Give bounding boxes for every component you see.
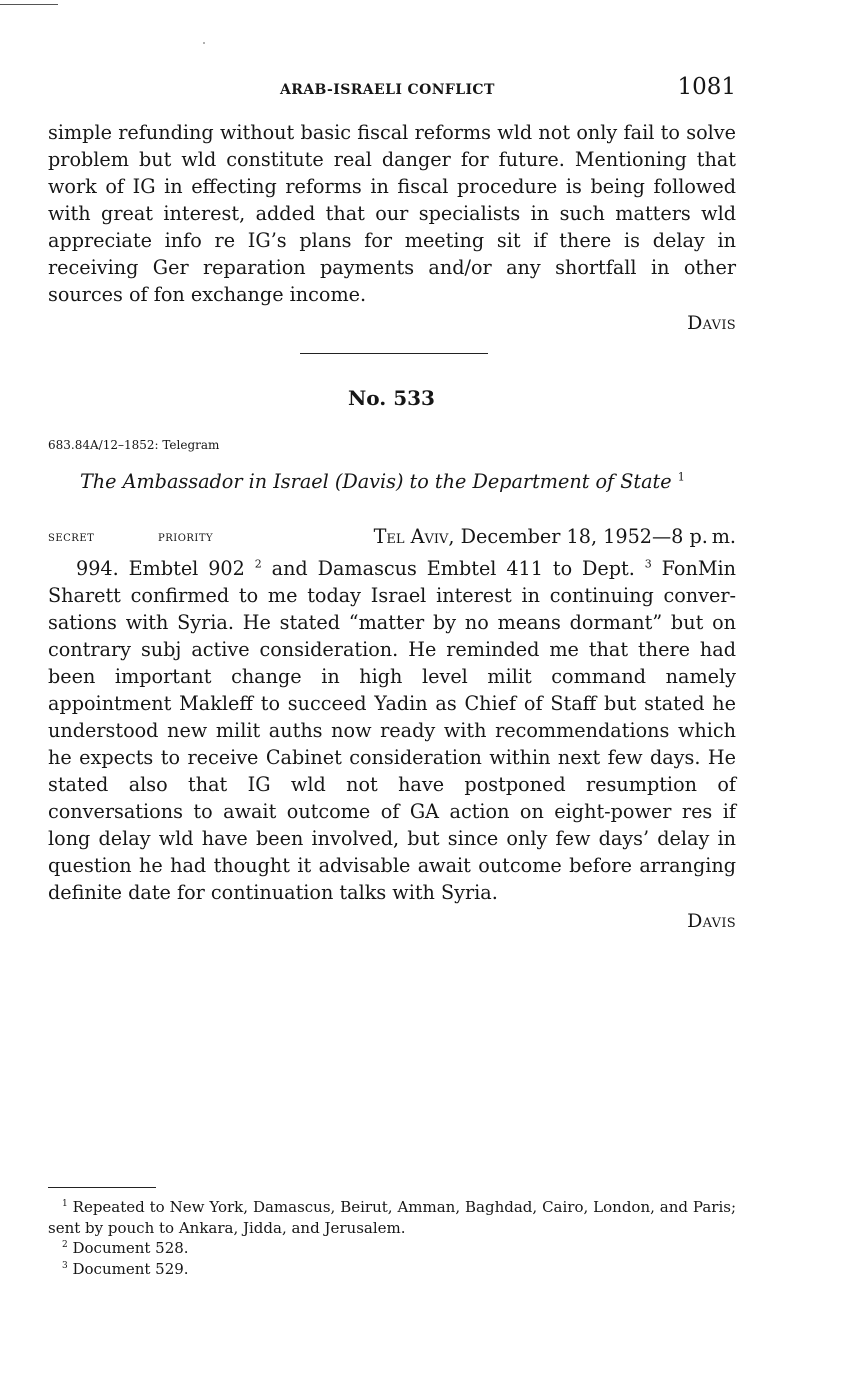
dateline <box>374 525 736 548</box>
title-footnote-marker: 1 <box>677 470 685 484</box>
running-head <box>48 74 736 104</box>
classification-label: secret <box>48 529 95 545</box>
previous-document-continuation <box>48 119 736 334</box>
footnote-mark: 2 <box>62 1240 68 1250</box>
footnote-text: Document 529. <box>67 1259 189 1278</box>
document-title-text: The Ambassador in Israel (Davis) to the Department of State <box>80 470 672 493</box>
footnote-text: Repeated to New York, Damascus, Beirut, Amman, Baghdad, Cairo, London, and Paris; sent by pouch to Ankara, Jidda, and Jerusalem. <box>48 1198 736 1237</box>
scan-speck <box>203 42 205 44</box>
body-text-1: 994. Embtel 902 <box>76 557 245 580</box>
footnote-text: Document 528. <box>67 1239 189 1257</box>
footnote-3 <box>48 1259 736 1280</box>
file-reference: 683.84A/12–1852: Telegram <box>48 438 220 452</box>
footnote-mark: 1 <box>62 1199 68 1209</box>
precedence-label: priority <box>158 529 214 545</box>
footnote-1 <box>48 1197 736 1238</box>
telegram-signature: Davis <box>687 910 736 932</box>
section-divider <box>300 353 488 354</box>
footnote-2 <box>48 1238 736 1259</box>
dateline-place: Tel Aviv <box>373 525 449 548</box>
footnotes <box>48 1197 736 1279</box>
body-text-3: FonMin Sharett confirmed to me today Israel interest in continuing conversations with Syria. He stated “matter by no means dormant” but on contrary subj active consideration. He reminded me that there had been important change in high level milit command namely appointment Makleff to succeed Yadin as Chief of Staff but stated he understood new milit auths now ready with recommendations which he expects to receive Cabinet consideration within next few days. He stated also that IG wld not have postponed resumption of conversations to await outcome of GA action on eight-power res if long delay wld have been involved, but since only few days’ delay in question he had thought it advisable await outcome before arranging definite date for continuation talks with Syria. <box>48 557 736 904</box>
running-head-title: ARAB-ISRAELI CONFLICT <box>280 82 495 98</box>
page-number: 1081 <box>677 74 736 100</box>
document-number: No. 533 <box>348 386 435 410</box>
body-footnote-marker-3: 3 <box>644 557 652 571</box>
telegram-paragraph <box>48 555 736 906</box>
footnote-mark: 3 <box>62 1260 68 1271</box>
previous-signature: Davis <box>687 312 736 334</box>
telegram-body <box>48 555 736 932</box>
scan-edge-rule <box>0 4 58 5</box>
body-text-2: and Damascus Embtel 411 to Dept. <box>261 557 635 580</box>
classification-line <box>48 525 736 551</box>
continuation-paragraph: simple refunding without basic fiscal reforms wld not only fail to solve problem but wld constitute real danger for future. Mentioning that work of IG in effecting reforms in fiscal procedure is being followed with great interest, added that our specialists in such matters wld appreciate info re IG’s plans for meeting sit if there is delay in receiving Ger reparation payments and/or any shortfall in other sources of fon exchange income. <box>48 121 736 306</box>
body-footnote-marker-2: 2 <box>254 557 262 571</box>
document-title <box>80 470 685 493</box>
dateline-date: , December 18, 1952—8 p. m. <box>448 525 736 548</box>
footnote-rule <box>48 1187 156 1188</box>
